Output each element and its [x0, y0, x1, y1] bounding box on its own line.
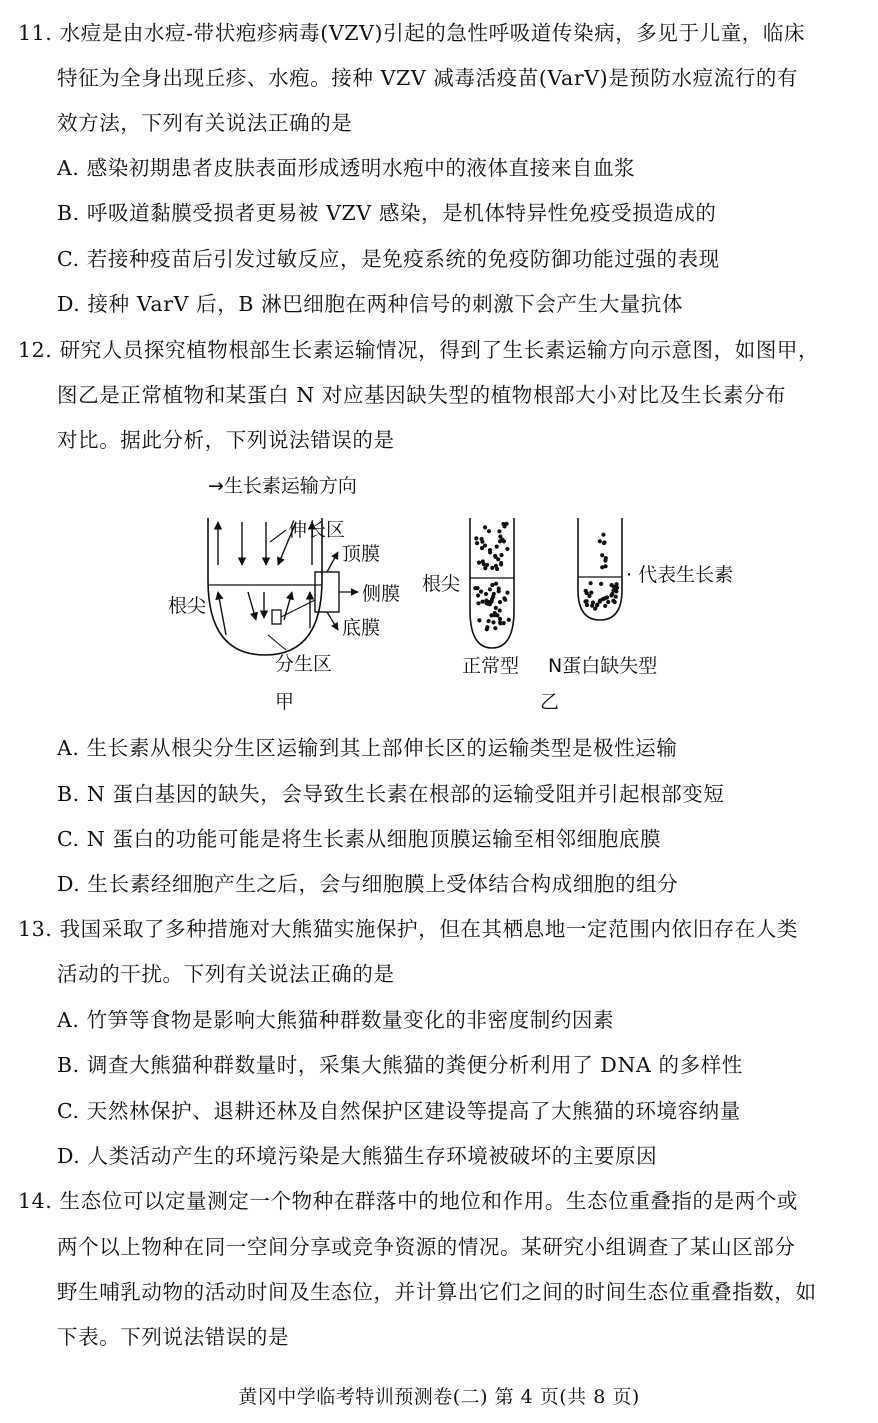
q13-option-c: C. 天然林保护、退耕还林及自然保护区建设等提高了大熊猫的环境容纳量 — [57, 1099, 741, 1123]
auxin-dot — [606, 600, 610, 604]
auxin-dot — [488, 587, 492, 591]
auxin-dot — [598, 598, 602, 602]
auxin-dot — [505, 591, 509, 595]
auxin-dot — [474, 536, 478, 540]
auxin-dot — [604, 564, 608, 568]
auxin-dot — [487, 529, 491, 533]
auxin-dot — [589, 581, 593, 585]
auxin-dot — [612, 588, 616, 592]
auxin-dot — [479, 590, 483, 594]
auxin-dot — [494, 582, 498, 586]
q12-line-3: 对比。据此分析，下列说法错误的是 — [57, 428, 395, 452]
q13-option-d: D. 人类活动产生的环境污染是大熊猫生存环境被破坏的主要原因 — [57, 1144, 658, 1168]
q11-option-d: D. 接种 VarV 后，B 淋巴细胞在两种信号的刺激下会产生大量抗体 — [57, 292, 684, 316]
auxin-dot — [498, 534, 502, 538]
auxin-dot — [477, 561, 481, 565]
mutant-type-label: N蛋白缺失型 — [548, 655, 658, 677]
auxin-dot — [493, 626, 497, 630]
figure-a-caption: 甲 — [275, 691, 295, 713]
auxin-dot — [609, 593, 613, 597]
q14-line-1: 14. 生态位可以定量测定一个物种在群落中的地位和作用。生态位重叠指的是两个或 — [18, 1189, 799, 1213]
auxin-dot — [502, 596, 506, 600]
auxin-dot — [480, 546, 484, 550]
auxin-dot — [585, 603, 589, 607]
auxin-dot — [498, 600, 502, 604]
top-membrane-label: 顶膜 — [342, 543, 381, 565]
auxin-dot — [492, 613, 496, 617]
q13-line-1: 13. 我国采取了多种措施对大熊猫实施保护，但在其栖息地一定范围内依旧存在人类 — [18, 917, 799, 941]
auxin-dot — [614, 595, 618, 599]
q14-line-4: 下表。下列说法错误的是 — [57, 1325, 290, 1349]
q13-option-a: A. 竹笋等食物是影响大熊猫种群数量变化的非密度制约因素 — [57, 1008, 615, 1032]
q14-line-3: 野生哺乳动物的活动时间及生态位，并计算出它们之间的时间生态位重叠指数，如 — [57, 1280, 817, 1304]
q13-line-2: 活动的干扰。下列有关说法正确的是 — [57, 962, 395, 986]
auxin-figure — [160, 470, 800, 720]
auxin-dot — [490, 566, 494, 570]
auxin-dot — [477, 618, 481, 622]
bottom-membrane-label: 底膜 — [342, 617, 381, 639]
auxin-dot — [600, 553, 604, 557]
q12-line-2: 图乙是正常植物和某蛋白 N 对应基因缺失型的植物根部大小对比及生长素分布 — [57, 383, 787, 407]
auxin-diagram — [160, 470, 800, 720]
root-tip-label-a: 根尖 — [168, 595, 207, 617]
auxin-dot — [491, 620, 495, 624]
auxin-dot — [485, 563, 489, 567]
auxin-dot — [484, 592, 488, 596]
auxin-dot — [498, 539, 502, 543]
q11-line-3: 效方法，下列有关说法正确的是 — [57, 111, 353, 135]
auxin-dot — [605, 595, 609, 599]
q11-line-1: 11. 水痘是由水痘-带状疱疹病毒(VZV)引起的急性呼吸道传染病，多见于儿童，临床 — [18, 21, 806, 45]
dot-legend-label: · 代表生长素 — [626, 564, 734, 586]
auxin-dot — [476, 601, 480, 605]
auxin-dot — [494, 606, 498, 610]
auxin-dot — [587, 594, 591, 598]
mutant-root — [578, 518, 622, 620]
auxin-dot — [490, 583, 494, 587]
meristem-zone-label: 分生区 — [275, 653, 333, 675]
auxin-dot — [497, 529, 501, 533]
legend-arrow-label: →生长素运输方向 — [208, 475, 357, 497]
normal-root — [470, 518, 514, 648]
auxin-dot — [497, 589, 501, 593]
auxin-dot — [492, 592, 496, 596]
auxin-dot — [496, 557, 500, 561]
auxin-dot — [483, 525, 487, 529]
auxin-dot — [494, 564, 498, 568]
auxin-dot — [499, 553, 503, 557]
auxin-dot — [476, 593, 480, 597]
auxin-dot — [498, 617, 502, 621]
side-membrane-label: 侧膜 — [362, 583, 401, 605]
normal-type-label: 正常型 — [462, 655, 520, 677]
figure-b-caption: 乙 — [540, 691, 560, 713]
auxin-dot — [485, 625, 489, 629]
auxin-dot — [603, 604, 607, 608]
auxin-dot — [590, 604, 594, 608]
auxin-dot — [507, 618, 511, 622]
page-footer: 黄冈中学临考特训预测卷(二) 第 4 页(共 8 页) — [238, 1386, 640, 1408]
auxin-dot — [499, 562, 503, 566]
auxin-dot — [615, 582, 619, 586]
root-tip-label-b: 根尖 — [422, 573, 461, 595]
auxin-dot — [598, 539, 602, 543]
auxin-dot — [498, 621, 502, 625]
auxin-dot — [480, 540, 484, 544]
auxin-dot — [502, 539, 506, 543]
q12-option-d: D. 生长素经细胞产生之后，会与细胞膜上受体结合构成细胞的组分 — [57, 872, 679, 896]
auxin-dot — [505, 547, 509, 551]
q11-line-2: 特征为全身出现丘疹、水疱。接种 VZV 减毒活疫苗(VarV)是预防水痘流行的有 — [57, 66, 799, 90]
q11-option-c: C. 若接种疫苗后引发过敏反应，是免疫系统的免疫防御功能过强的表现 — [57, 247, 720, 271]
auxin-dot — [495, 545, 499, 549]
auxin-dot — [610, 583, 614, 587]
auxin-dot — [599, 582, 603, 586]
auxin-dot — [595, 603, 599, 607]
q12-option-c: C. N 蛋白的功能可能是将生长素从细胞顶膜运输至相邻细胞底膜 — [57, 827, 662, 851]
auxin-dot — [480, 600, 484, 604]
auxin-dot — [498, 608, 502, 612]
auxin-dot — [487, 619, 491, 623]
q12-option-b: B. N 蛋白基因的缺失，会导致生长素在根部的运输受阻并引起根部变短 — [57, 782, 725, 806]
q14-line-2: 两个以上物种在同一空间分享或竞争资源的情况。某研究小组调查了某山区部分 — [57, 1235, 796, 1259]
auxin-dot — [475, 586, 479, 590]
auxin-dot — [488, 602, 492, 606]
elongation-zone-label: 伸长区 — [288, 519, 346, 541]
auxin-dot — [505, 522, 509, 526]
q13-option-b: B. 调查大熊猫种群数量时，采集大熊猫的粪便分析利用了 DNA 的多样性 — [57, 1053, 743, 1077]
auxin-dot — [602, 540, 606, 544]
auxin-dot — [603, 559, 607, 563]
q12-option-a: A. 生长素从根尖分生区运输到其上部伸长区的运输类型是极性运输 — [57, 736, 678, 760]
q12-line-1: 12. 研究人员探究植物根部生长素运输情况，得到了生长素运输方向示意图，如图甲， — [18, 338, 820, 362]
auxin-dot — [488, 548, 492, 552]
auxin-dot — [601, 533, 605, 537]
q11-option-a: A. 感染初期患者皮肤表面形成透明水疱中的液体直接来自血浆 — [57, 156, 636, 180]
auxin-dot — [611, 599, 615, 603]
auxin-dot — [585, 599, 589, 603]
q11-option-b: B. 呼吸道黏膜受损者更易被 VZV 感染，是机体特异性免疫受损造成的 — [57, 201, 717, 225]
auxin-dot — [475, 541, 479, 545]
